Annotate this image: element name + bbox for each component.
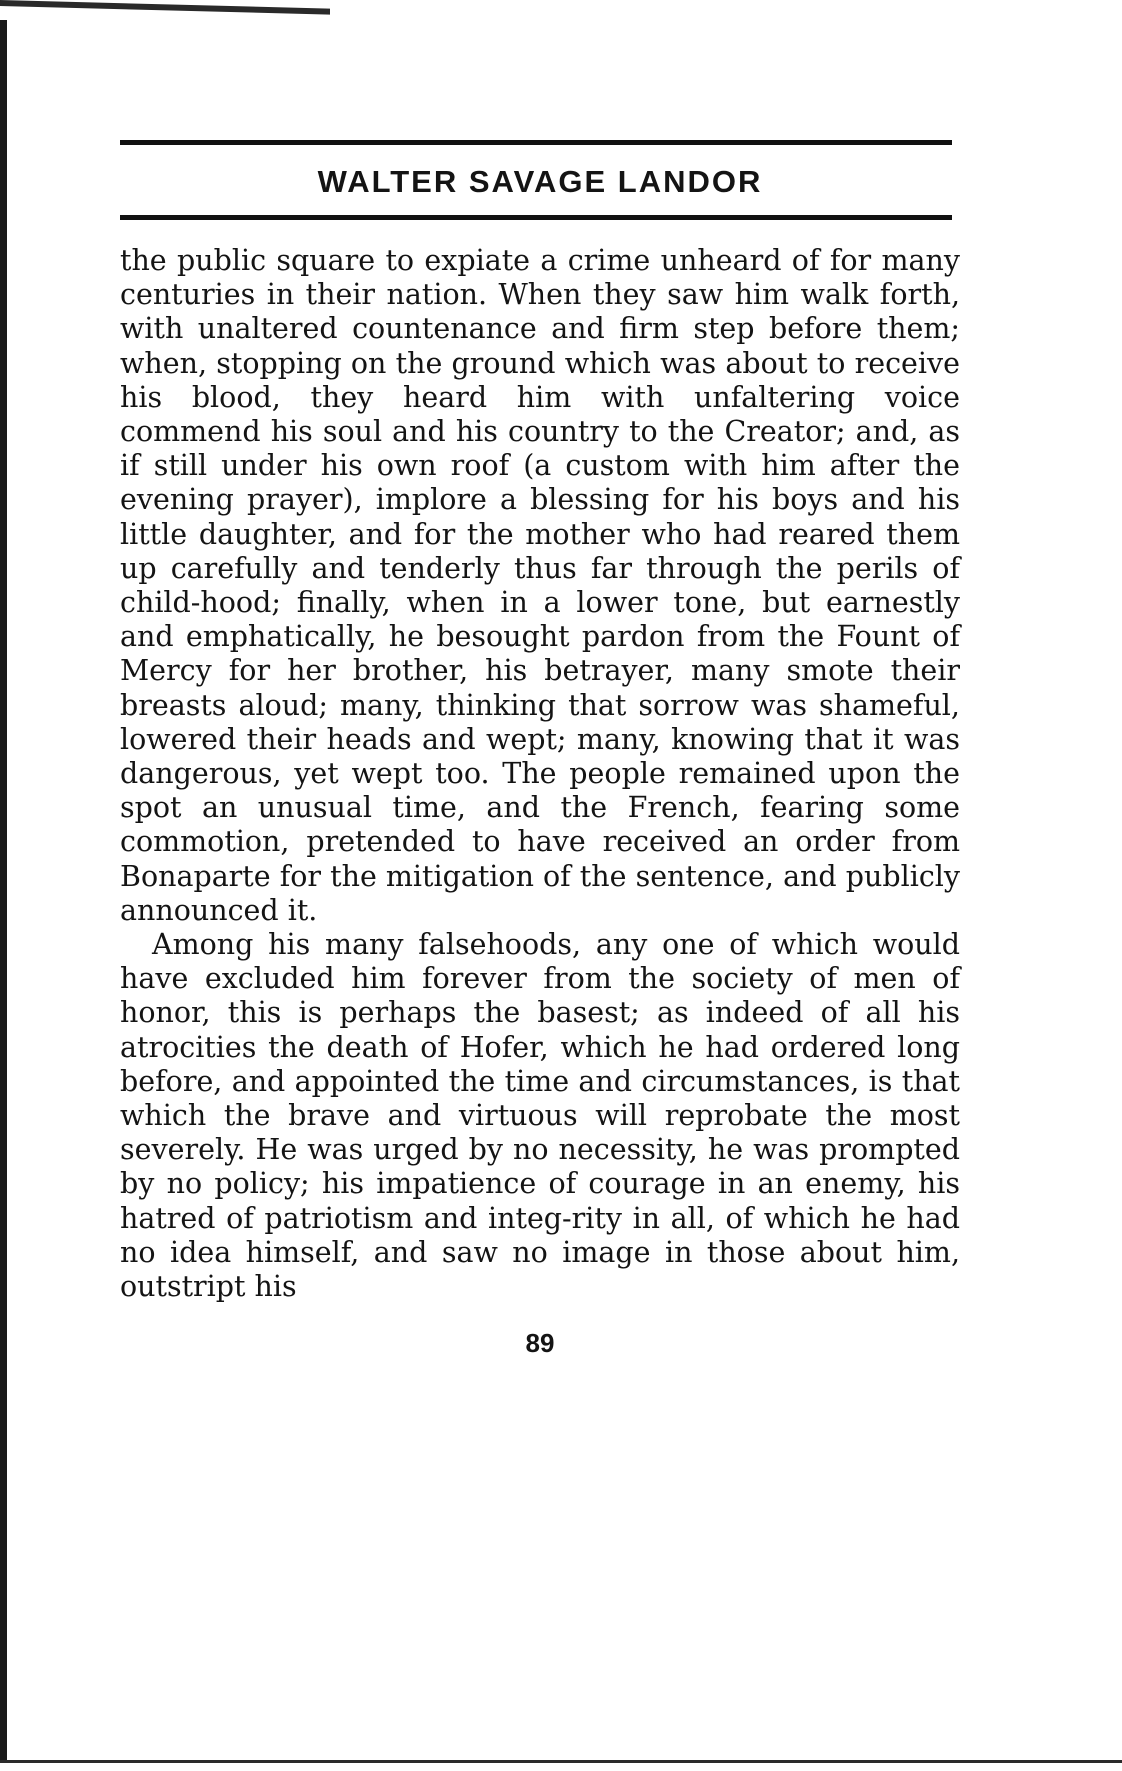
page-binding-edge [0, 20, 7, 1760]
book-page [120, 140, 960, 1359]
paragraph: the public square to expiate a crime unheard of for many centuries in their nation. When they saw him walk forth, with unaltered countenance and firm step before them; when, stopping on the ground which was about to receive his blood, they heard him with unfaltering voice commend his soul and his country to the Creator; and, as if still under his own roof (a custom with him after the evening prayer), implore a blessing for his boys and his little daughter, and for the mother who had reared them up carefully and tenderly thus far through the perils of child-hood; finally, when in a lower tone, but earnestly and emphatically, he besought pardon from the Fount of Mercy for her brother, his betrayer, many smote their breasts aloud; many, thinking that sorrow was shameful, lowered their heads and wept; many, knowing that it was dangerous, yet wept too. The people remained upon the spot an unusual time, and the French, fearing some commotion, pretended to have received an order from Bonaparte for the mitigation of the sentence, and publicly announced it. [120, 244, 960, 927]
body-text [120, 244, 960, 1304]
page-bottom-edge [0, 1760, 1122, 1763]
running-header: WALTER SAVAGE LANDOR [317, 164, 763, 199]
header-rule-bottom [120, 215, 952, 220]
page-corner-shadow [0, 0, 330, 23]
paragraph: Among his many falsehoods, any one of which would have excluded him forever from the society of men of honor, this is perhaps the basest; as indeed of all his atrocities the death of Hofer, which he had ordered long before, and appointed the time and circumstances, is that which the brave and virtuous will reprobate the most severely. He was urged by no necessity, he was prompted by no policy; his impatience of courage in an enemy, his hatred of patriotism and integ-rity in all, of which he had no idea himself, and saw no image in those about him, outstript his [120, 928, 960, 1304]
page-number: 89 [525, 1328, 555, 1359]
header-rule-top [120, 140, 952, 145]
